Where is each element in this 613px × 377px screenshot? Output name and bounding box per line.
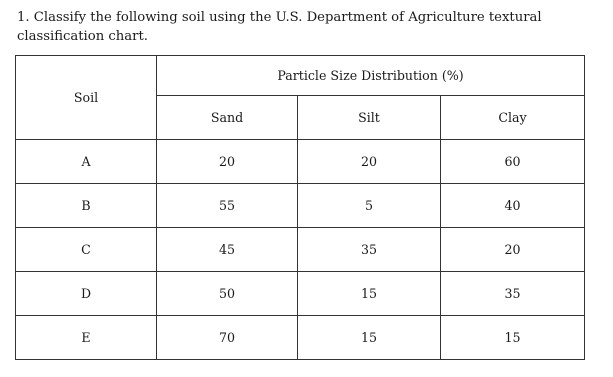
particle-size-header: Particle Size Distribution (%) <box>157 56 585 96</box>
soil-cell: E <box>16 316 157 360</box>
silt-cell: 20 <box>298 140 441 184</box>
soil-cell: A <box>16 140 157 184</box>
clay-cell: 60 <box>441 140 585 184</box>
soil-distribution-table <box>15 55 585 360</box>
silt-column-header: Silt <box>298 96 441 140</box>
silt-cell: 15 <box>298 316 441 360</box>
sand-cell: 50 <box>157 272 298 316</box>
soil-cell: B <box>16 184 157 228</box>
table-header-row <box>16 56 585 96</box>
table-row <box>16 272 585 316</box>
clay-cell: 20 <box>441 228 585 272</box>
table-row <box>16 228 585 272</box>
table-row <box>16 184 585 228</box>
sand-column-header: Sand <box>157 96 298 140</box>
soil-column-header: Soil <box>16 56 157 140</box>
soil-cell: D <box>16 272 157 316</box>
table-row <box>16 140 585 184</box>
sand-cell: 20 <box>157 140 298 184</box>
silt-cell: 35 <box>298 228 441 272</box>
soil-cell: C <box>16 228 157 272</box>
clay-column-header: Clay <box>441 96 585 140</box>
silt-cell: 15 <box>298 272 441 316</box>
table-row <box>16 316 585 360</box>
sand-cell: 70 <box>157 316 298 360</box>
question-text: 1. Classify the following soil using the U.S. Department of Agriculture textural classification chart. <box>17 10 542 44</box>
sand-cell: 45 <box>157 228 298 272</box>
sand-cell: 55 <box>157 184 298 228</box>
clay-cell: 40 <box>441 184 585 228</box>
clay-cell: 15 <box>441 316 585 360</box>
silt-cell: 5 <box>298 184 441 228</box>
clay-cell: 35 <box>441 272 585 316</box>
